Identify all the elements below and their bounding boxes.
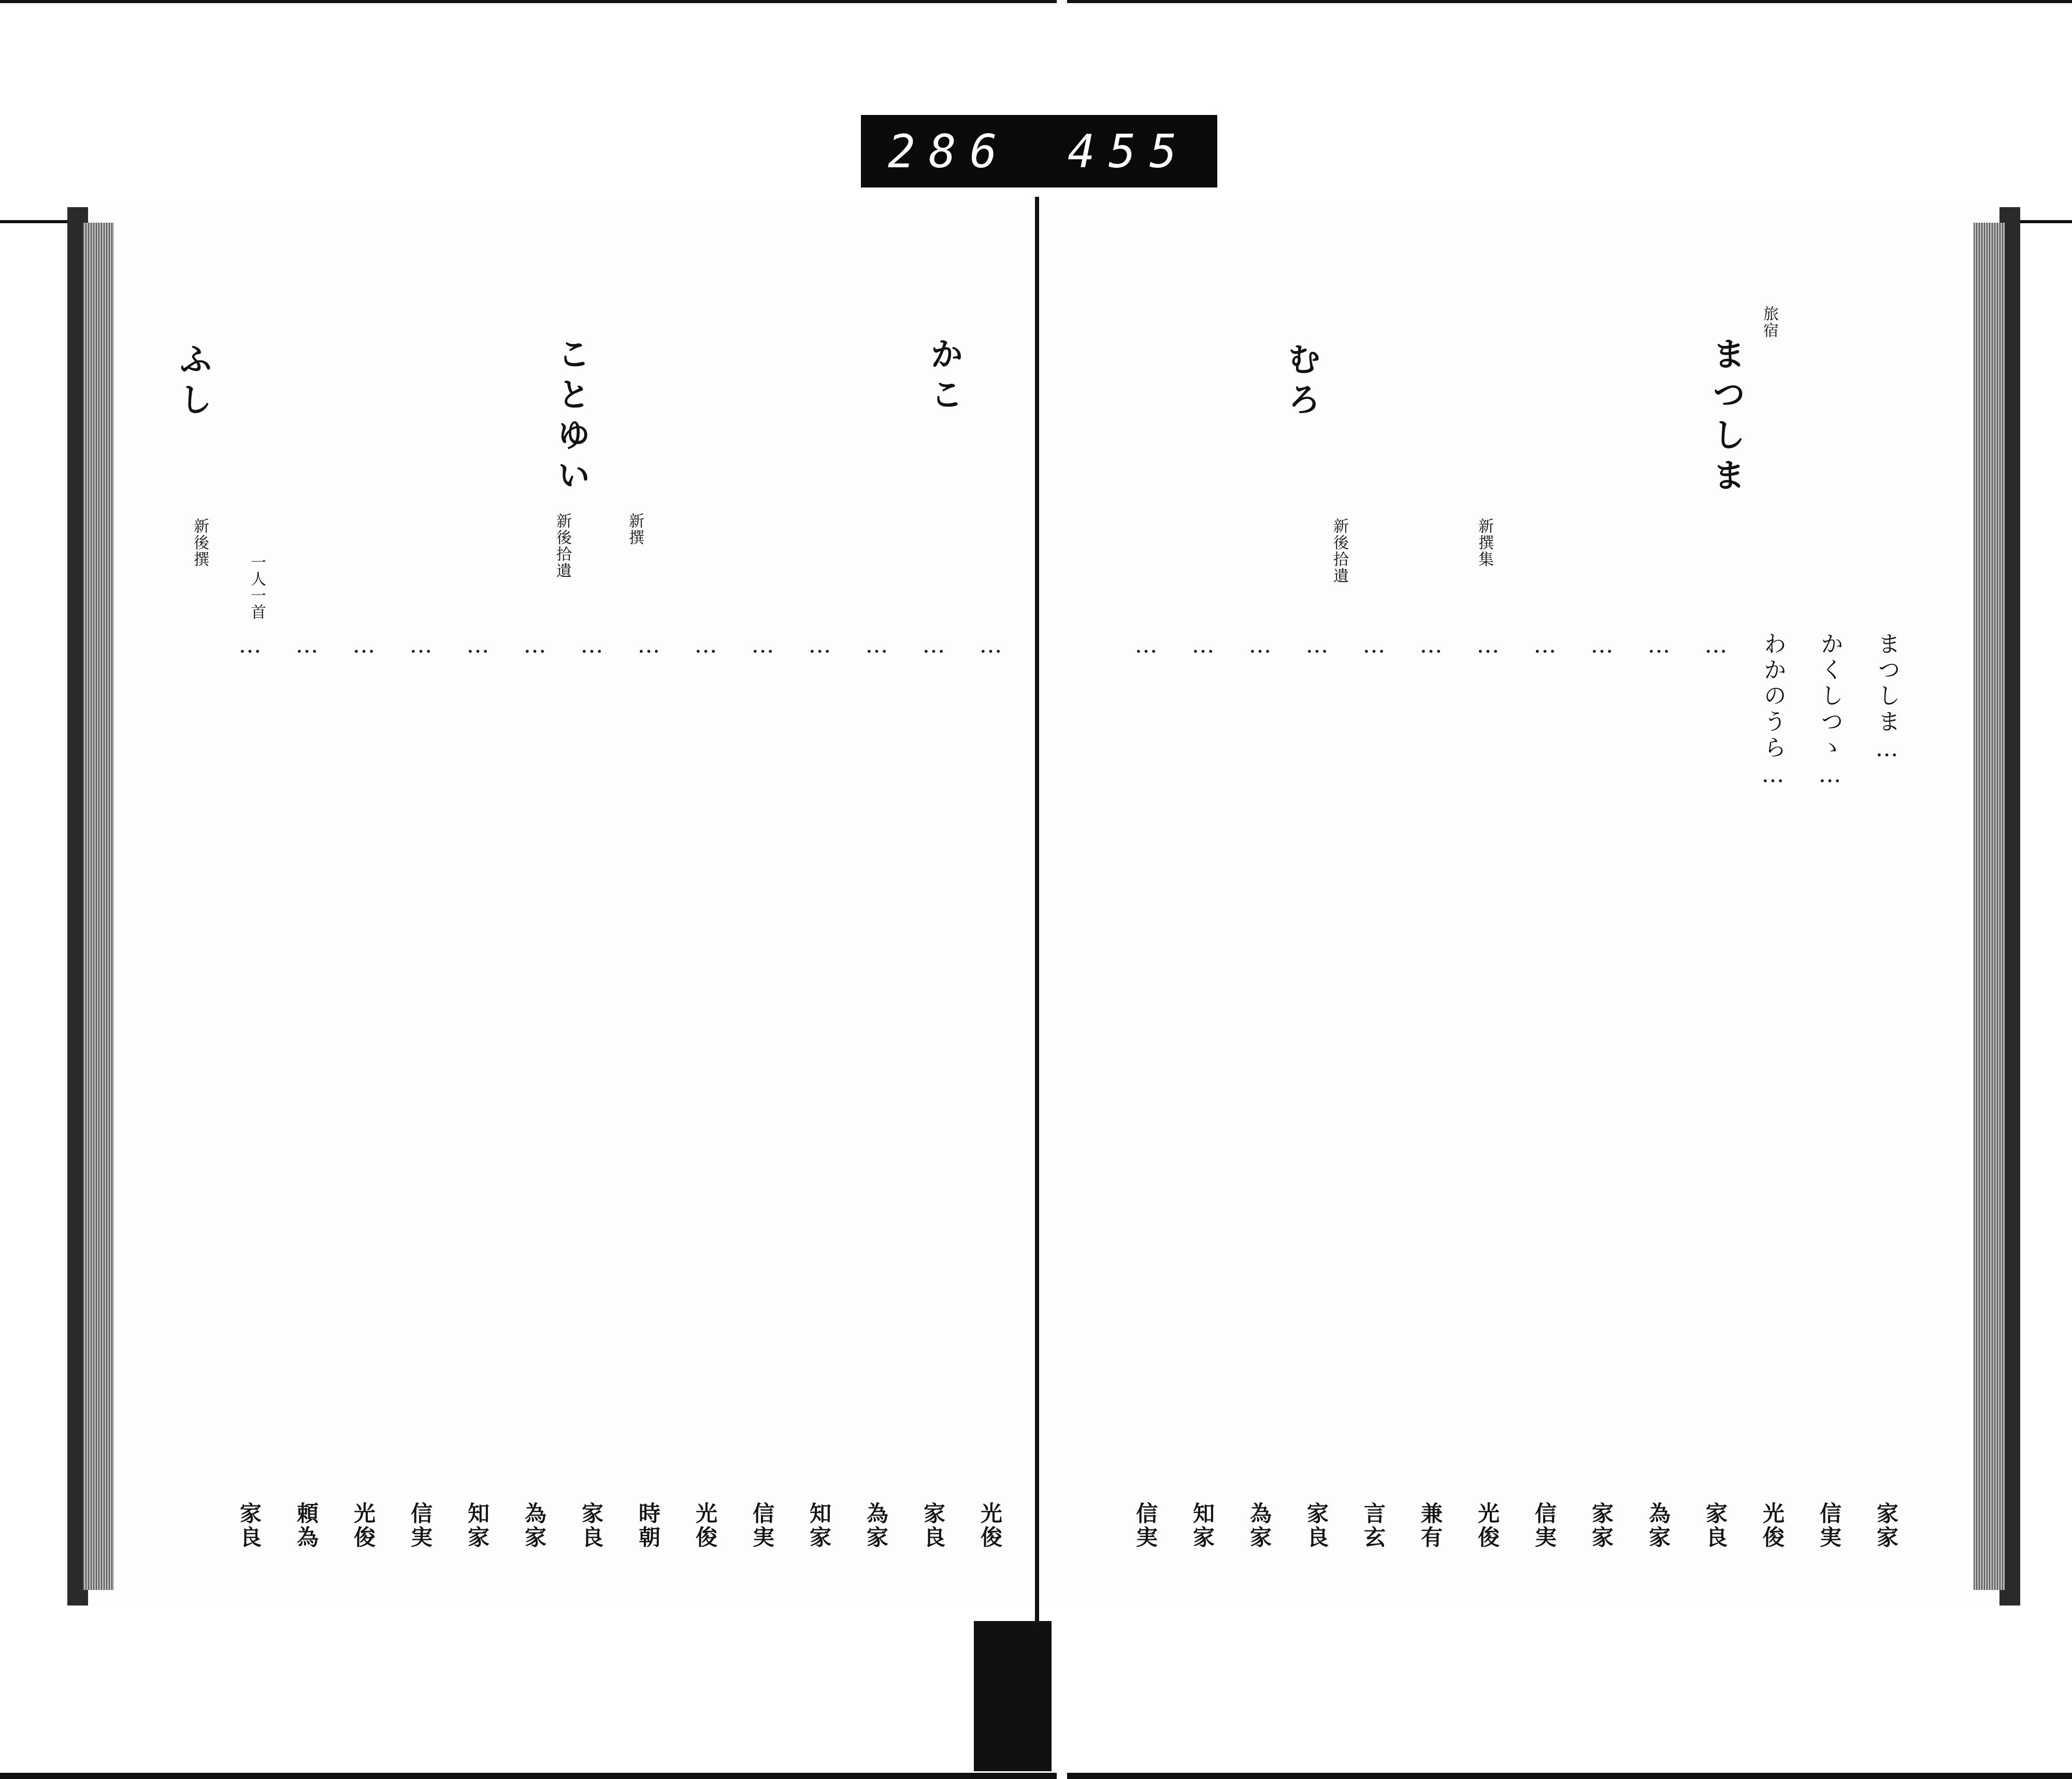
- right-author-3: 光俊: [1760, 1502, 1785, 1550]
- right-page-edge: [1974, 223, 2005, 1590]
- right-source-2: 新後拾遺: [1330, 518, 1348, 584]
- right-title-1: まつしま: [1707, 337, 1746, 498]
- left-author-9: 為家: [522, 1502, 547, 1550]
- right-author-11: 家良: [1304, 1502, 1329, 1550]
- right-author-2: 信実: [1817, 1502, 1842, 1550]
- left-author-1: 光俊: [977, 1502, 1003, 1550]
- left-poem-10: …: [465, 632, 491, 661]
- right-poem-10: …: [1361, 632, 1387, 661]
- left-title-1: かこ: [925, 337, 963, 417]
- frame-counter-left: 286: [888, 124, 1011, 178]
- left-author-8: 家良: [579, 1502, 604, 1550]
- left-poem-9: …: [522, 632, 548, 661]
- left-title-2: ことゆい: [552, 337, 591, 498]
- right-head-note: 旅宿: [1760, 306, 1778, 339]
- book-gutter: [1035, 197, 1039, 1662]
- left-poem-8: …: [579, 632, 605, 661]
- right-author-6: 家家: [1589, 1502, 1614, 1550]
- right-author-8: 光俊: [1475, 1502, 1500, 1550]
- right-poem-5: …: [1646, 632, 1672, 661]
- right-poem-3: わかのうら…: [1760, 632, 1786, 791]
- left-author-11: 信実: [408, 1502, 433, 1550]
- left-author-14: 家良: [237, 1502, 262, 1550]
- right-poem-8: …: [1475, 632, 1501, 661]
- left-poem-6: …: [693, 632, 719, 661]
- frame-counter: [861, 115, 1217, 187]
- left-author-5: 信実: [750, 1502, 775, 1550]
- left-author-13: 頼為: [294, 1502, 319, 1550]
- left-poem-7: …: [636, 632, 662, 661]
- left-title-3: ふし: [174, 342, 212, 423]
- left-poem-4: …: [807, 632, 833, 661]
- left-source-1: 新撰: [626, 513, 644, 546]
- left-author-4: 知家: [807, 1502, 832, 1550]
- left-author-2: 家良: [920, 1502, 946, 1550]
- right-author-4: 家良: [1703, 1502, 1728, 1550]
- left-author-7: 時朝: [636, 1502, 661, 1550]
- scan-edge-bottom-right: [1067, 1773, 2072, 1779]
- right-author-12: 為家: [1247, 1502, 1272, 1550]
- left-source-3: 一人一首: [248, 554, 266, 620]
- right-author-10: 言玄: [1361, 1502, 1386, 1550]
- left-author-6: 光俊: [693, 1502, 718, 1550]
- right-author-13: 知家: [1190, 1502, 1215, 1550]
- left-poem-3: …: [864, 632, 890, 661]
- right-source-1: 新撰集: [1475, 518, 1493, 568]
- right-poem-11: …: [1304, 632, 1330, 661]
- left-poem-12: …: [351, 632, 377, 661]
- right-page: [1046, 207, 2020, 1606]
- left-source-2: 新後拾遺: [553, 513, 571, 579]
- left-page-edge: [83, 223, 114, 1590]
- frame-counter-right: 455: [1068, 124, 1190, 178]
- left-poem-13: …: [294, 632, 320, 661]
- left-poem-2: …: [920, 632, 947, 661]
- left-author-12: 光俊: [351, 1502, 376, 1550]
- open-book: [67, 207, 2020, 1631]
- right-author-5: 為家: [1646, 1502, 1671, 1550]
- left-author-10: 知家: [465, 1502, 490, 1550]
- right-author-14: 信実: [1133, 1502, 1158, 1550]
- right-poem-6: …: [1589, 632, 1615, 661]
- left-poem-5: …: [750, 632, 776, 661]
- right-poem-4: …: [1703, 632, 1729, 661]
- right-title-2: むろ: [1282, 342, 1321, 423]
- left-poem-14: …: [237, 632, 263, 661]
- left-page: [67, 207, 1057, 1606]
- left-author-3: 為家: [864, 1502, 889, 1550]
- right-poem-12: …: [1247, 632, 1273, 661]
- scan-edge-top-right: [1067, 0, 2072, 3]
- binding-clip: [974, 1621, 1052, 1771]
- left-poem-1: …: [977, 632, 1004, 661]
- right-author-7: 信実: [1532, 1502, 1557, 1550]
- left-poem-11: …: [408, 632, 434, 661]
- right-poem-13: …: [1190, 632, 1216, 661]
- scan-edge-bottom-left: [0, 1773, 1057, 1779]
- scan-edge-top-left: [0, 0, 1057, 3]
- right-author-1: 家家: [1874, 1502, 1899, 1550]
- right-author-9: 兼有: [1418, 1502, 1443, 1550]
- left-source-4: 新後撰: [191, 518, 209, 568]
- right-poem-9: …: [1418, 632, 1444, 661]
- right-poem-1: まつしま…: [1874, 632, 1900, 765]
- right-poem-7: …: [1532, 632, 1558, 661]
- right-poem-14: …: [1133, 632, 1159, 661]
- outer-rule-left: [0, 220, 73, 223]
- right-poem-2: かくしつゝ…: [1817, 632, 1843, 791]
